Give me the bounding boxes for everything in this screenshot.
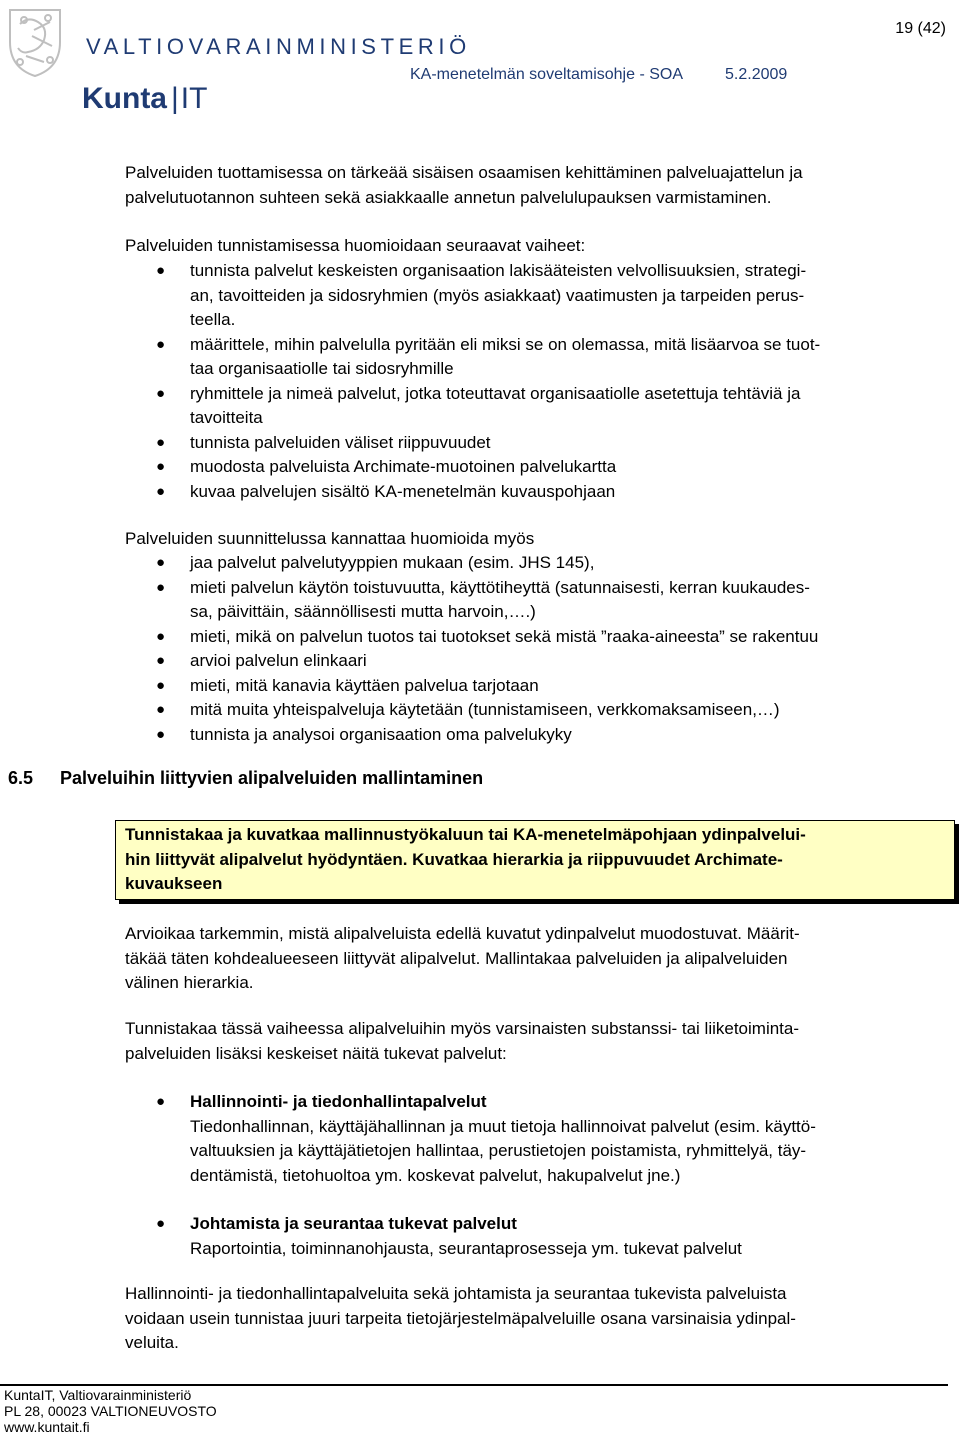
coat-of-arms-logo [4, 2, 66, 78]
supporting-services-list [156, 1090, 940, 1261]
list-item-line: mieti, mikä on palvelun tuotos tai tuotokset sekä mistä ”raaka-aineesta” se rakentuu [190, 626, 819, 646]
list-item [156, 698, 940, 723]
list-item-line: teella. [190, 310, 236, 329]
paragraph-5 [125, 1017, 935, 1066]
list-item-line: an, tavoitteiden ja sidosryhmien (myös asiakkaat) vaatimusten ja tarpeiden perus- [190, 285, 805, 305]
identification-steps-list [156, 259, 940, 504]
paragraph-2-intro: Palveluiden tunnistamisessa huomioidaan seuraavat vaiheet: [125, 236, 586, 255]
paragraph-1 [125, 161, 935, 210]
text-line: Arvioikaa tarkemmin, mistä alipalveluista edellä kuvatut ydinpalvelut muodostuvat. Määrit- [125, 924, 800, 943]
document-title [410, 66, 787, 84]
list-item-line: kuvaa palvelujen sisältö KA-menetelmän kuvauspohjaan [190, 481, 616, 501]
list-item-title: Johtamista ja seurantaa tukevat palvelut [190, 1214, 517, 1233]
logo-kunta: Kunta [82, 82, 167, 115]
paragraph-6 [125, 1282, 935, 1356]
document-date: 5.2.2009 [725, 66, 788, 83]
text-line: palvelutuotannon suhteen sekä asiakkaalle annetun palvelulupauksen varmistaminen. [125, 187, 772, 207]
text-line: palveluiden lisäksi keskeiset näitä tukevat palvelut: [125, 1043, 507, 1063]
list-item [156, 625, 940, 650]
bullet-icon: ● [156, 578, 166, 596]
list-item-line: valtuuksien ja käyttäjätietojen hallintaa, perustietojen poistamista, ryhmittelyä, täy- [190, 1141, 807, 1160]
list-item-line: määrittele, mihin palvelulla pyritään eli miksi se on olemassa, mitä lisäarvoa se tuot- [190, 334, 821, 354]
callout-line: Tunnistakaa ja kuvatkaa mallinnustyökaluun tai KA-menetelmäpohjaan ydinpalvelui- [125, 825, 806, 844]
list-item [156, 455, 940, 480]
list-item [156, 333, 940, 382]
paragraph-4 [125, 922, 935, 996]
list-item-line: mitä muita yhteispalveluja käytetään (tunnistamiseen, verkkomaksamiseen,…) [190, 700, 780, 719]
list-item [156, 723, 940, 748]
footer-address: PL 28, 00023 VALTIONEUVOSTO [4, 1403, 217, 1419]
list-item-line: tunnista ja analysoi organisaation oma palvelukyky [190, 724, 572, 744]
list-item [156, 649, 940, 674]
list-item-line: tunnista palveluiden väliset riippuvuudet [190, 432, 491, 452]
list-item-line: muodosta palveluista Archimate-muotoinen palvelukartta [190, 457, 617, 476]
bullet-icon: ● [156, 262, 166, 279]
footer-website-link[interactable]: www.kuntait.fi [4, 1419, 90, 1435]
text-line: veluita. [125, 1333, 179, 1352]
list-item-line: mieti palvelun käytön toistuvuutta, käyttötiheyttä (satunnaisesti, kerran kuukaudes- [190, 577, 810, 597]
paragraph-3-intro: Palveluiden suunnittelussa kannattaa huomioida myös [125, 529, 535, 548]
list-item [156, 259, 940, 333]
list-item [156, 674, 940, 699]
callout-line: hin liittyvät alipalvelut hyödyntäen. Kuvatkaa hierarkia ja riippuvuudet Archimate- [125, 849, 783, 869]
list-item [156, 1090, 940, 1188]
bullet-icon: ● [156, 1093, 166, 1110]
section-title: Palveluihin liittyvien alipalveluiden mallintaminen [60, 768, 484, 788]
list-item [156, 551, 940, 576]
list-item-line: jaa palvelut palvelutyyppien mukaan (esim. JHS 145), [190, 553, 595, 572]
list-item-line: tunnista palvelut keskeisten organisaation lakisääteisten velvollisuuksien, strategi- [190, 261, 807, 280]
bullet-icon: ● [156, 627, 166, 645]
text-line: välinen hierarkia. [125, 973, 254, 992]
footer-divider [0, 1384, 948, 1386]
list-item-line: mieti, mitä kanavia käyttäen palvelua tarjotaan [190, 675, 539, 695]
footer [4, 1387, 217, 1435]
text-line: Tunnistakaa tässä vaiheessa alipalveluihin myös varsinaisten substanssi- tai liiketoiminta- [125, 1019, 800, 1038]
text-line: voidaan usein tunnistaa juuri tarpeita tietojärjestelmäpalveluille osana varsinaisia ydinpal- [125, 1308, 796, 1328]
list-item-line: Raportointia, toiminnanohjausta, seurantaprosesseja ym. tukevat palvelut [190, 1238, 742, 1258]
list-item [156, 382, 940, 431]
text-line: Palveluiden tuottamisessa on tärkeää sisäisen osaamisen kehittäminen palveluajattelun ja [125, 163, 803, 182]
list-item [156, 431, 940, 456]
logo-it: IT [180, 82, 208, 115]
bullet-icon: ● [156, 384, 166, 402]
list-item [156, 576, 940, 625]
text-line: Hallinnointi- ja tiedonhallintapalveluita sekä johtamista ja seurantaa tukevista palveluista [125, 1284, 787, 1303]
list-item-line: Tiedonhallinnan, käyttäjähallinnan ja muut tietoja hallinnoivat palvelut (esim. käyttö- [190, 1116, 816, 1136]
list-item-line: ryhmittele ja nimeä palvelut, jotka toteuttavat organisaatiolle asetettuja tehtäviä ja [190, 383, 801, 403]
list-item-line: arvioi palvelun elinkaari [190, 651, 367, 670]
planning-considerations-list [156, 551, 940, 747]
list-item [156, 1212, 940, 1261]
bullet-icon: ● [156, 676, 166, 694]
list-item-line: tavoitteita [190, 408, 263, 427]
callout-box [115, 820, 955, 900]
document-title-text: KA-menetelmän soveltamisohje - SOA [410, 66, 683, 83]
list-item [156, 480, 940, 505]
bullet-icon: ● [156, 482, 166, 500]
list-item-line: taa organisaatiolle tai sidosryhmille [190, 359, 454, 378]
text-line: täkää täten kohdealueeseen liittyvät alipalvelut. Mallintakaa palveluiden ja alipalveluiden [125, 948, 788, 968]
bullet-icon: ● [156, 1215, 166, 1232]
bullet-icon: ● [156, 554, 166, 571]
kuntait-logo: Kunta |IT [82, 82, 208, 115]
bullet-icon: ● [156, 652, 166, 669]
bullet-icon: ● [156, 458, 166, 475]
section-number: 6.5 [8, 768, 34, 788]
ministry-name: VALTIOVARAINMINISTERIÖ [86, 34, 471, 59]
footer-organization: KuntaIT, Valtiovarainministeriö [4, 1387, 192, 1403]
section-heading [8, 768, 483, 789]
bullet-icon: ● [156, 701, 166, 718]
bullet-icon: ● [156, 725, 166, 743]
list-item-line: dentämistä, tietohuoltoa ym. koskevat palvelut, hakupalvelut jne.) [190, 1165, 681, 1185]
page-number: 19 (42) [895, 20, 946, 37]
callout-line: kuvaukseen [125, 874, 223, 893]
bullet-icon: ● [156, 335, 166, 353]
list-item-title: Hallinnointi- ja tiedonhallintapalvelut [190, 1092, 487, 1111]
bullet-icon: ● [156, 433, 166, 451]
list-item-line: sa, päivittäin, säännöllisesti mutta harvoin,….) [190, 602, 536, 621]
